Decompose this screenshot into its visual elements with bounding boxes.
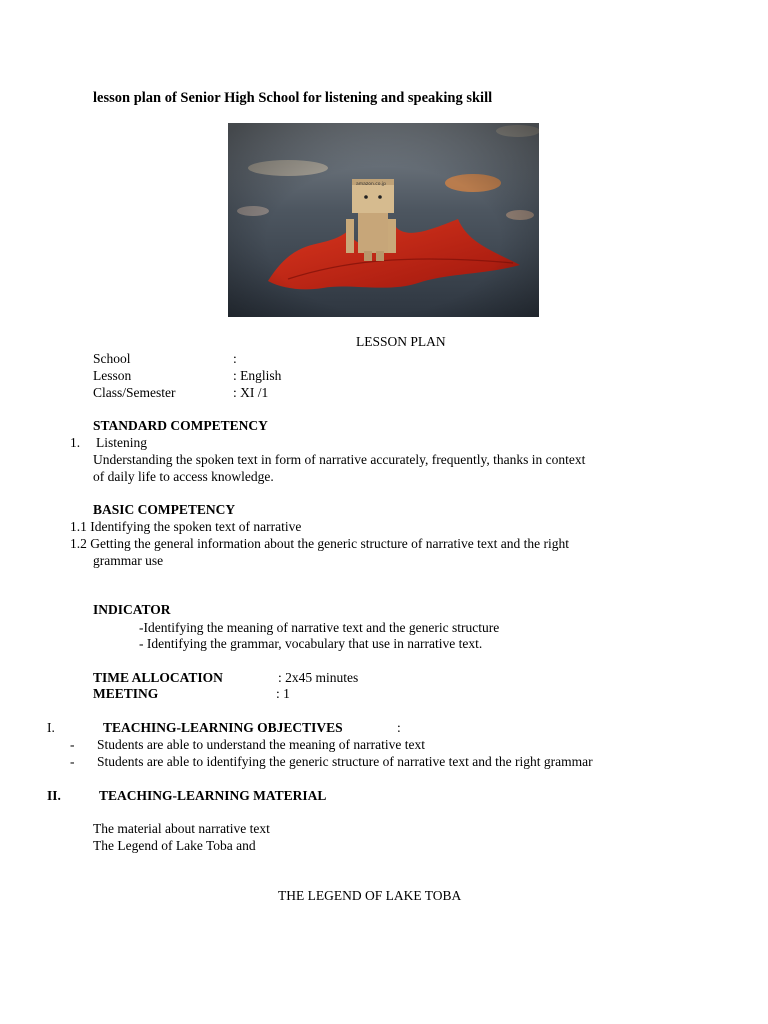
lesson-label: Lesson: [93, 368, 132, 383]
class-semester-label: Class/Semester: [93, 385, 176, 400]
cover-photo: [228, 123, 539, 317]
basic-competency-item-2-line2: grammar use: [93, 553, 164, 568]
objectives-item-1: Students are able to understand the meaning of narrative text: [97, 737, 426, 752]
class-semester-value: : XI /1: [233, 385, 269, 400]
objectives-bullet-1: -: [70, 737, 75, 752]
basic-competency-heading: BASIC COMPETENCY: [93, 502, 236, 517]
standard-competency-desc-line1: Understanding the spoken text in form of narrative accurately, frequently, thanks in context: [93, 452, 586, 467]
school-value: :: [233, 351, 237, 366]
objectives-item-2: Students are able to identifying the generic structure of narrative text and the right grammar: [97, 754, 593, 769]
standard-competency-heading: STANDARD COMPETENCY: [93, 418, 268, 433]
basic-competency-item-2-line1: 1.2 Getting the general information about the generic structure of narrative text and the right: [70, 536, 569, 551]
story-title: THE LEGEND OF LAKE TOBA: [278, 888, 462, 903]
material-line-1: The material about narrative text: [93, 821, 270, 836]
basic-competency-item-1: 1.1 Identifying the spoken text of narrative: [70, 519, 302, 534]
meeting-value: : 1: [276, 686, 290, 701]
time-allocation-value: : 2x45 minutes: [278, 670, 359, 685]
material-heading: TEACHING-LEARNING MATERIAL: [99, 788, 327, 803]
meeting-label: MEETING: [93, 686, 159, 701]
material-line-2: The Legend of Lake Toba and: [93, 838, 256, 853]
standard-competency-number: 1.: [70, 435, 81, 450]
document-title: lesson plan of Senior High School for listening and speaking skill: [93, 90, 493, 106]
lesson-plan-heading: LESSON PLAN: [356, 334, 446, 349]
objectives-numeral: I.: [47, 720, 55, 735]
standard-competency-item: Listening: [96, 435, 147, 450]
indicator-heading: INDICATOR: [93, 602, 171, 617]
objectives-bullet-2: -: [70, 754, 75, 769]
school-label: School: [93, 351, 131, 366]
indicator-item-2: - Identifying the grammar, vocabulary that use in narrative text.: [139, 636, 483, 651]
material-numeral: II.: [47, 788, 61, 803]
indicator-item-1: -Identifying the meaning of narrative text and the generic structure: [139, 620, 500, 635]
time-allocation-label: TIME ALLOCATION: [93, 670, 223, 685]
lesson-value: : English: [233, 368, 282, 383]
objectives-colon: :: [397, 720, 401, 735]
objectives-heading: TEACHING-LEARNING OBJECTIVES: [103, 720, 343, 735]
standard-competency-desc-line2: of daily life to access knowledge.: [93, 469, 274, 484]
